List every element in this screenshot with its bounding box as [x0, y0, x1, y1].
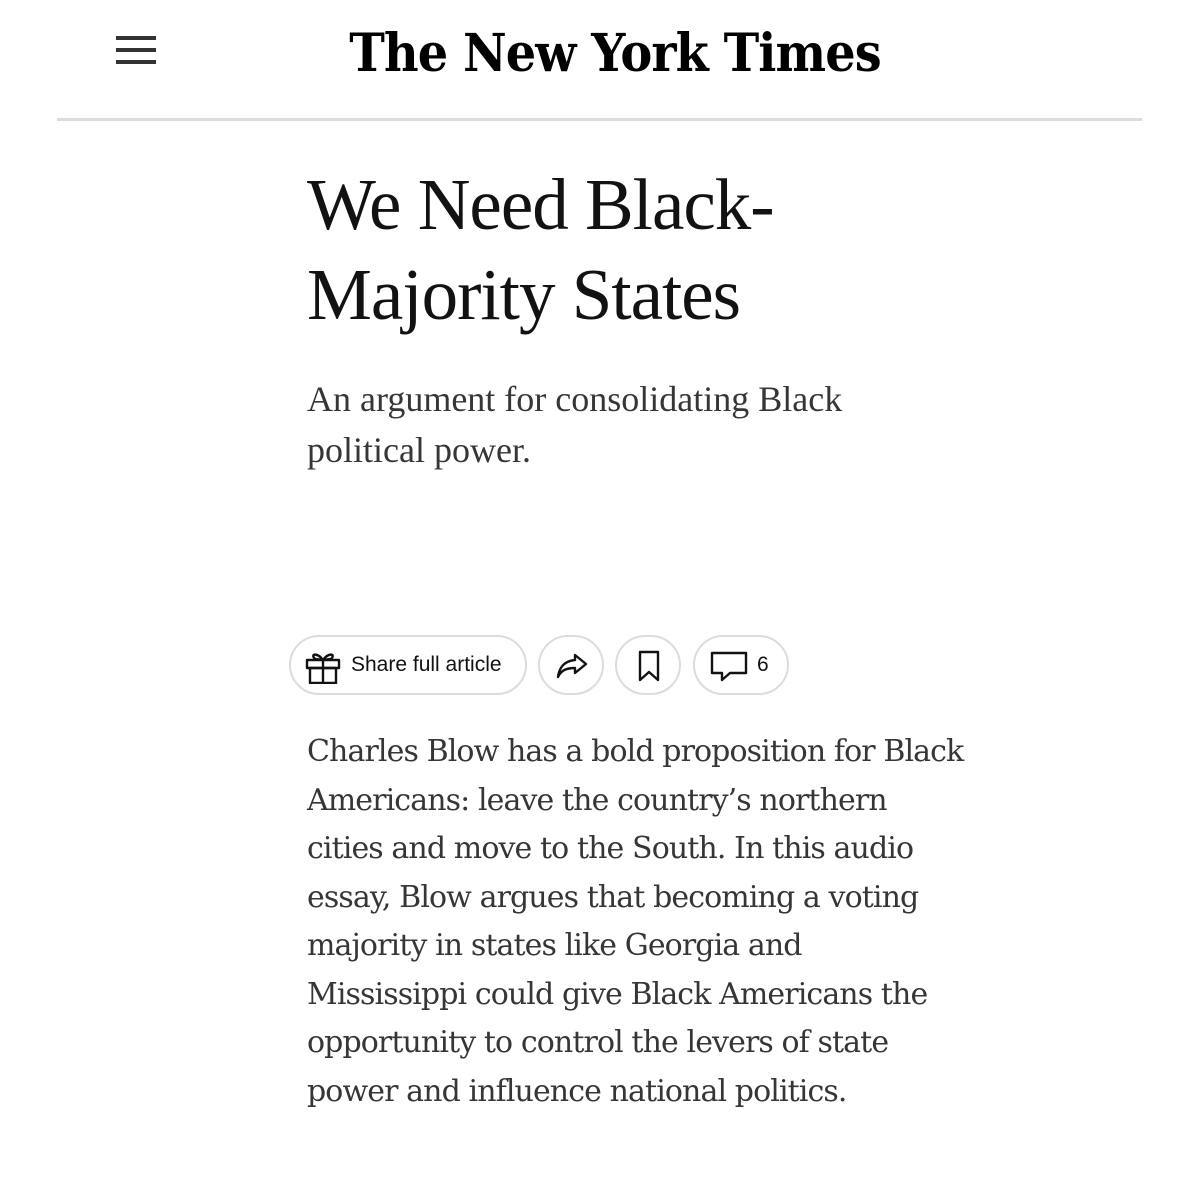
comments-button[interactable] [693, 635, 789, 695]
nyt-logo[interactable]: The New York Times [349, 23, 881, 84]
header-divider [57, 118, 1142, 121]
bookmark-icon [636, 649, 662, 683]
share-full-article-button[interactable] [289, 635, 527, 695]
menu-bar [116, 36, 156, 40]
share-button[interactable] [538, 635, 604, 695]
comment-icon [709, 650, 749, 682]
comments-count: 6 [757, 653, 769, 676]
save-button[interactable] [615, 635, 681, 695]
menu-bar [116, 48, 156, 52]
article-body: Charles Blow has a bold proposition for Black Americans: leave the country’s northern cities and move to the South. In this audio essay, Blow argues that becoming a voting majority in states like Georgia and Mississippi could give Black Americans the opportunity to control the levers of state power and influence national politics. [307, 734, 964, 1109]
share-full-article-label: Share full article [351, 653, 502, 676]
gift-icon [305, 650, 341, 684]
article-headline: We Need Black-Majority States [307, 164, 774, 335]
menu-bar [116, 60, 156, 64]
article-summary: An argument for consolidating Black political power. [307, 379, 843, 470]
masthead [0, 0, 1200, 120]
hamburger-menu-icon[interactable] [110, 28, 162, 74]
share-arrow-icon [555, 651, 589, 681]
